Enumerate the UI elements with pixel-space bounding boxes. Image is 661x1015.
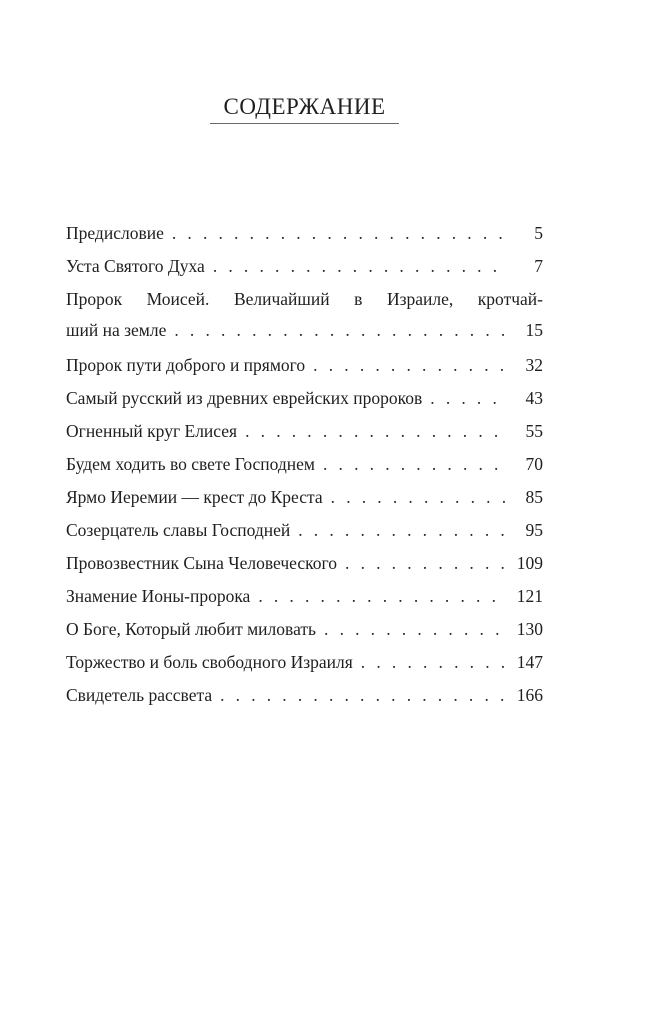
dot-leader (258, 582, 505, 610)
toc-entry-page: 5 (534, 223, 543, 243)
toc-entry[interactable] (66, 615, 543, 648)
toc-entry-title: Самый русский из древних еврейских пророков (66, 388, 423, 408)
toc-entry-page: 55 (525, 421, 543, 441)
toc-entry-page: 147 (516, 652, 543, 672)
dot-leader (331, 483, 505, 511)
toc-entry-title-line2: ший на земле (66, 320, 167, 340)
toc-entry-page: 130 (516, 619, 543, 639)
toc-entry-title: Предисловие (66, 223, 164, 243)
toc-entry-title: Созерцатель славы Господней (66, 520, 291, 540)
toc-entry[interactable] (66, 681, 543, 714)
title-underline (210, 123, 399, 124)
toc-entry-page: 121 (516, 586, 543, 606)
toc-entry-page: 166 (516, 685, 543, 705)
dot-leader (324, 615, 505, 643)
toc-entry-title: Уста Святого Духа (66, 256, 205, 276)
dot-leader (323, 450, 505, 478)
dot-leader (172, 219, 505, 247)
toc-entry-title: Огненный круг Елисея (66, 421, 238, 441)
dot-leader (298, 516, 505, 544)
table-of-contents (66, 219, 543, 714)
toc-entry-title: Будем ходить во свете Господнем (66, 454, 315, 474)
toc-entry[interactable] (66, 648, 543, 681)
toc-entry[interactable] (66, 384, 543, 417)
toc-entry[interactable] (66, 417, 543, 450)
toc-entry-page: 85 (525, 487, 543, 507)
toc-entry-page: 109 (516, 553, 543, 573)
dot-leader (213, 252, 505, 280)
toc-entry-page: 15 (525, 320, 543, 340)
dot-leader (220, 681, 505, 709)
dot-leader (174, 316, 505, 344)
dot-leader (361, 648, 505, 676)
contents-heading (210, 93, 399, 124)
toc-entry[interactable] (66, 582, 543, 615)
toc-entry-title-line1: Пророк Моисей. Величайший в Израиле, кротчай- (66, 289, 543, 309)
toc-entry-title: Ярмо Иеремии — крест до Креста (66, 487, 323, 507)
toc-entry-title: Свидетель рассвета (66, 685, 213, 705)
toc-entry-page: 32 (525, 355, 543, 375)
dot-leader (430, 384, 505, 412)
toc-entry[interactable] (66, 252, 543, 285)
dot-leader (245, 417, 505, 445)
toc-entry-title: Провозвестник Сына Человеческого (66, 553, 338, 573)
toc-entry[interactable] (66, 450, 543, 483)
toc-entry-page: 70 (525, 454, 543, 474)
dot-leader (313, 351, 505, 379)
toc-entry-page: 95 (525, 520, 543, 540)
toc-entry-title: Торжество и боль свободного Израиля (66, 652, 353, 672)
toc-entry[interactable] (66, 483, 543, 516)
toc-entry-title: Пророк пути доброго и прямого (66, 355, 306, 375)
toc-entry-page: 7 (534, 256, 543, 276)
toc-entry[interactable] (66, 219, 543, 252)
toc-entry[interactable] (66, 516, 543, 549)
toc-entry-page: 43 (525, 388, 543, 408)
dot-leader (345, 549, 505, 577)
toc-entry-title: Знамение Ионы-пророка (66, 586, 251, 606)
toc-entry-title: О Боге, Который любит миловать (66, 619, 317, 639)
toc-entry[interactable] (66, 285, 543, 351)
toc-entry[interactable] (66, 351, 543, 384)
toc-entry[interactable] (66, 549, 543, 582)
page-title: СОДЕРЖАНИЕ (223, 94, 386, 119)
